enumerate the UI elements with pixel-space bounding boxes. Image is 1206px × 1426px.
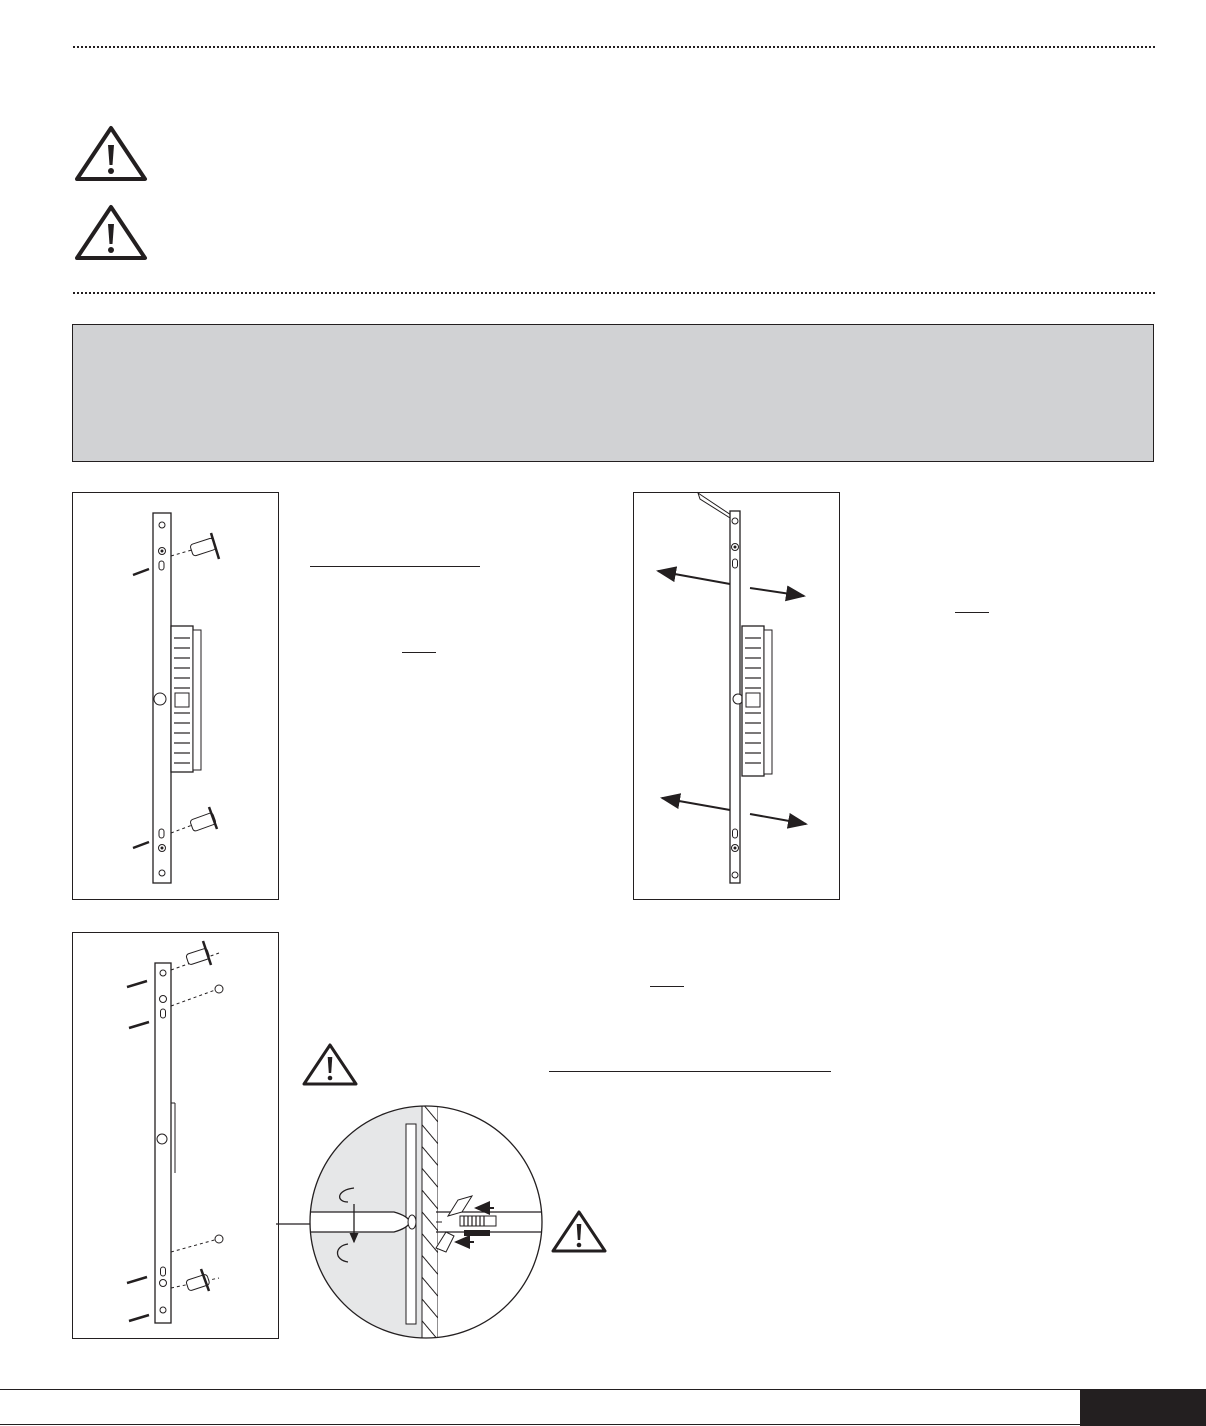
note-panel	[72, 324, 1154, 462]
section-dotted-rule	[73, 292, 1155, 294]
warning-triangle-icon	[74, 125, 148, 183]
figure-rail-with-anchors	[72, 492, 279, 900]
figure-rail-fixing	[72, 932, 279, 1339]
footer-bottom-rule	[0, 1424, 1206, 1425]
warning-triangle-icon	[551, 1210, 607, 1254]
rail-fixing-drawing	[73, 933, 278, 1338]
top-dotted-rule	[73, 46, 1155, 48]
footer-top-rule	[0, 1389, 1206, 1390]
figure3-rule	[549, 1071, 831, 1072]
warning-triangle-icon	[74, 204, 148, 262]
figure3-short-rule	[650, 986, 684, 987]
warning-triangle-icon	[302, 1043, 358, 1087]
direction-arrow-icon	[650, 560, 820, 840]
figure1-short-rule	[402, 652, 436, 653]
page-tab	[1080, 1390, 1206, 1426]
rail-drawing	[73, 493, 278, 899]
figure1-rule	[310, 566, 480, 567]
fixing-detail-drawing	[276, 1104, 542, 1340]
figure2-short-rule	[955, 612, 989, 613]
